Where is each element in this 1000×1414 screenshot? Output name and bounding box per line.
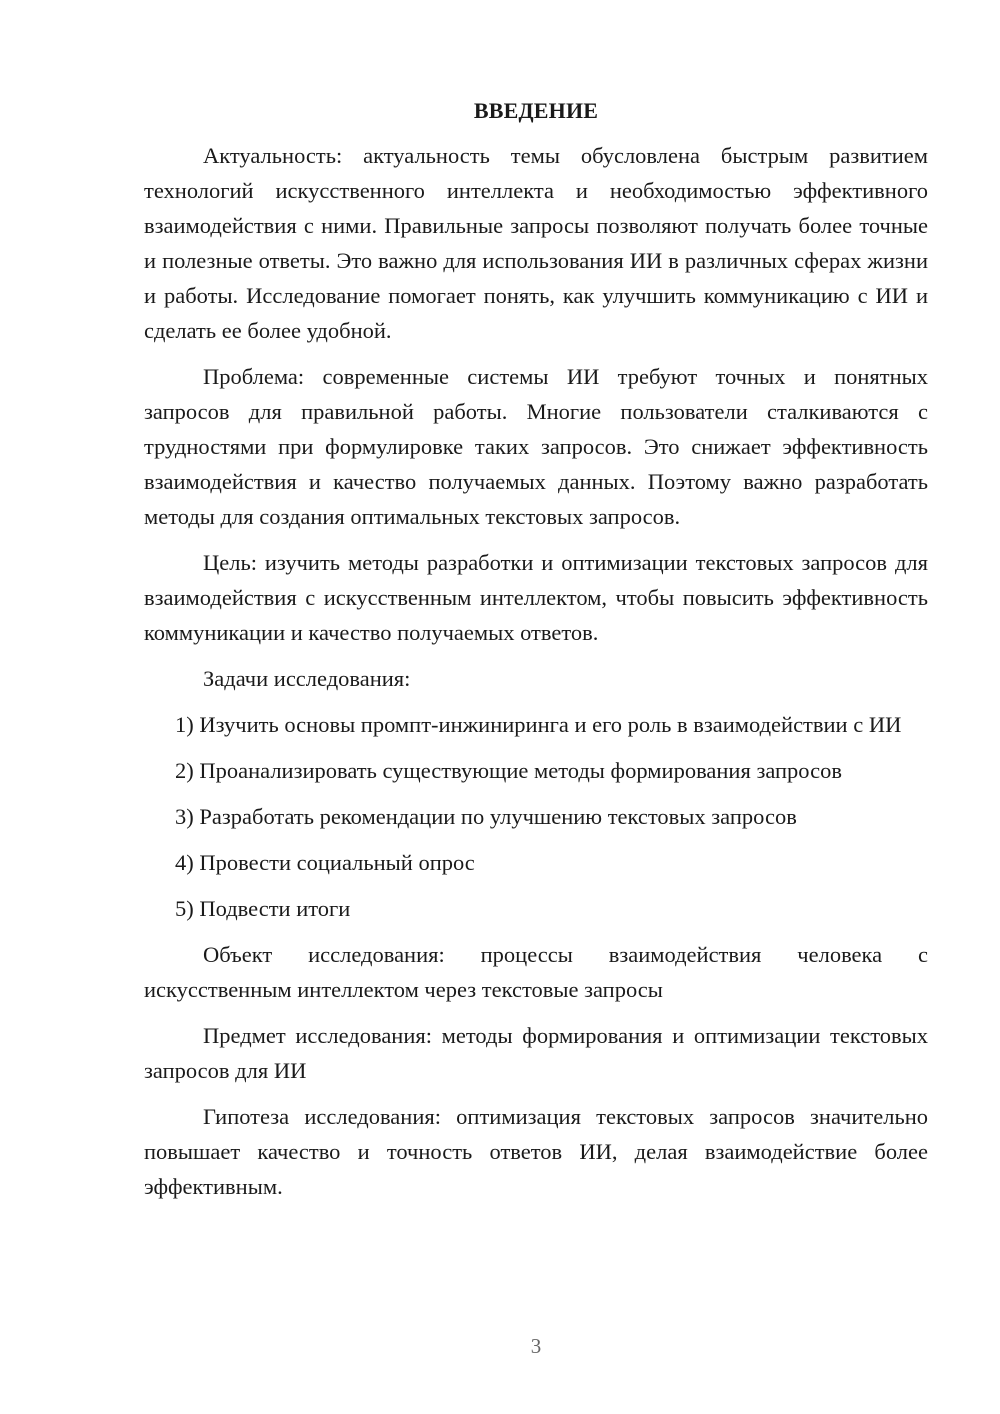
- tasks-list: [144, 707, 928, 926]
- subject-paragraph: Предмет исследования: методы формирования и оптимизации текстовых запросов для ИИ: [144, 1023, 928, 1083]
- relevance-paragraph: Актуальность: актуальность темы обусловлена быстрым развитием технологий искусственного интеллекта и необходимостью эффективного взаимодействия с ними. Правильные запросы позволяют получать более точные и полезные ответы. Это важно для использования ИИ в различных сферах жизни и работы. Исследование помогает понять, как улучшить коммуникацию с ИИ и сделать ее более удобной.: [144, 143, 928, 343]
- task-item-2: 2) Проанализировать существующие методы формирования запросов: [175, 758, 842, 783]
- page-number: 3: [530, 1334, 542, 1358]
- object-paragraph: Объект исследования: процессы взаимодействия человека с искусственным интеллектом через текстовые запросы: [144, 942, 928, 1002]
- task-item-5: 5) Подвести итоги: [175, 896, 351, 921]
- problem-paragraph: Проблема: современные системы ИИ требуют точных и понятных запросов для правильной работы. Многие пользователи сталкиваются с трудностями при формулировке таких запросов. Это снижает эффективность взаимодействия и качество получаемых данных. Поэтому важно разработать методы для создания оптимальных текстовых запросов.: [144, 364, 928, 529]
- tasks-heading: Задачи исследования:: [203, 666, 411, 691]
- page-title: ВВЕДЕНИЕ: [473, 98, 599, 123]
- task-item-3: 3) Разработать рекомендации по улучшению текстовых запросов: [175, 804, 797, 829]
- goal-paragraph: Цель: изучить методы разработки и оптимизации текстовых запросов для взаимодействия с искусственным интеллектом, чтобы повысить эффективность коммуникации и качество получаемых ответов.: [144, 550, 928, 645]
- page-content: [144, 96, 928, 1215]
- task-item-4: 4) Провести социальный опрос: [175, 850, 475, 875]
- task-item-1: 1) Изучить основы промпт-инжиниринга и его роль в взаимодействии с ИИ: [175, 712, 902, 737]
- hypothesis-paragraph: Гипотеза исследования: оптимизация текстовых запросов значительно повышает качество и точность ответов ИИ, делая взаимодействие более эффективным.: [144, 1104, 928, 1199]
